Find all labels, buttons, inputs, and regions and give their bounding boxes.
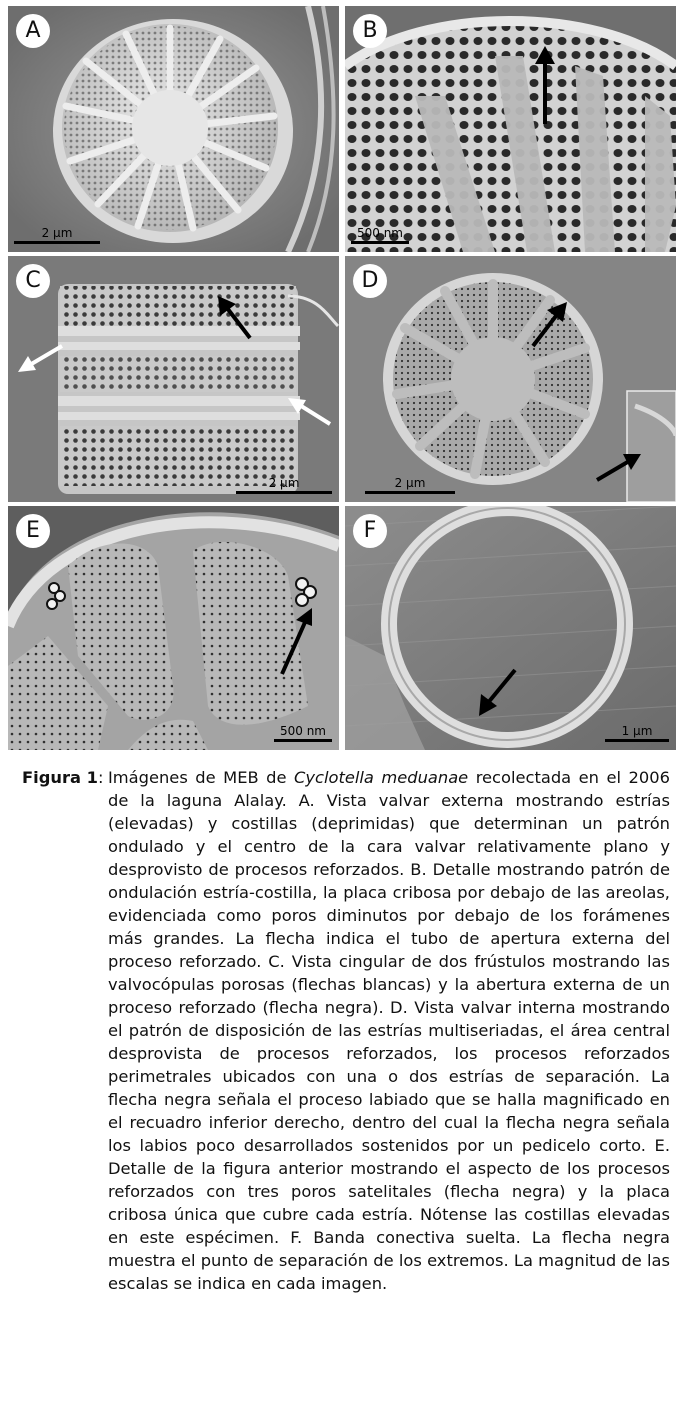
scale-label: 1 µm — [621, 724, 653, 738]
scale-bar — [274, 725, 332, 742]
panel-letter: C — [16, 264, 50, 298]
scale-line — [351, 241, 409, 244]
scale-label: 2 µm — [268, 476, 300, 490]
caption-intro: Imágenes de MEB de — [108, 768, 287, 787]
scale-line — [365, 491, 455, 494]
panel-c — [8, 256, 339, 502]
caption-label — [22, 766, 103, 789]
panel-letter: E — [16, 514, 50, 548]
white-arrow-icon — [286, 396, 332, 428]
caption-colon: : — [97, 768, 104, 787]
scale-label: 500 nm — [356, 226, 403, 240]
sem-image-a — [8, 6, 339, 252]
black-arrow-icon — [529, 300, 569, 348]
black-arrow-icon — [595, 452, 643, 482]
scale-bar — [605, 725, 669, 742]
black-arrow-icon — [276, 606, 316, 676]
arrow-icon — [525, 46, 565, 126]
scale-bar — [236, 477, 332, 494]
panel-letter: F — [353, 514, 387, 548]
panel-letter: A — [16, 14, 50, 48]
scale-line — [605, 739, 669, 742]
panel-b — [345, 6, 676, 252]
scale-bar — [351, 227, 409, 244]
white-arrow-icon — [16, 342, 64, 374]
panel-f — [345, 506, 676, 750]
caption-text — [108, 766, 670, 1295]
sem-image-b — [345, 6, 676, 252]
panel-e — [8, 506, 339, 750]
sem-image-c — [8, 256, 339, 502]
panel-d — [345, 256, 676, 502]
scale-line — [14, 241, 100, 244]
scale-label: 2 µm — [394, 476, 426, 490]
black-arrow-icon — [475, 666, 519, 718]
scale-bar — [365, 477, 455, 494]
scale-line — [236, 491, 332, 494]
panel-letter: D — [353, 264, 387, 298]
black-arrow-icon — [214, 292, 254, 342]
scale-label: 500 nm — [279, 724, 326, 738]
scale-line — [274, 739, 332, 742]
panel-letter: B — [353, 14, 387, 48]
scale-label: 2 µm — [41, 226, 73, 240]
species-name: Cyclotella meduanae — [294, 768, 469, 787]
panel-a — [8, 6, 339, 252]
figure-label: Figura 1 — [22, 768, 98, 787]
caption-body: recolectada en el 2006 de la laguna Alalay. A. Vista valvar externa mostrando estrías (elevadas) y costillas (deprimidas) que determinan un patrón ondulado y el centro de la cara valvar relativamente plano y desprovisto de procesos reforzados. B. Detalle mostrando patrón de ondulación estría-costilla, la placa cribosa por debajo de las areolas, evidenciada como poros diminutos por debajo de los forámenes más grandes. La flecha indica el tubo de apertura externa del proceso reforzado. C. Vista cingular de dos frústulos mostrando las valvocópulas porosas (flechas blancas) y la abertura externa de un proceso reforzado (flecha negra). D. Vista valvar interna mostrando el patrón de disposición de las estrías multiseriadas, el área central desprovista de procesos reforzados, los procesos reforzados perimetrales ubicados con una o dos estrías de separación. La flecha negra señala el proceso labiado que se halla magnificado en el recuadro inferior derecho, dentro del cual la flecha negra señala los labios poco desarrollados sostenidos por un pedicelo corto. E. Detalle de la figura anterior mostrando el aspecto de los procesos reforzados con tres poros satelitales (flecha negra) y la placa cribosa única que cubre cada estría. Nótense las costillas elevadas en este espécimen. F. Banda conectiva suelta. La flecha negra muestra el punto de separación de los extremos. La magnitud de las escalas se indica en cada imagen. — [108, 768, 670, 1293]
scale-bar — [14, 227, 100, 244]
